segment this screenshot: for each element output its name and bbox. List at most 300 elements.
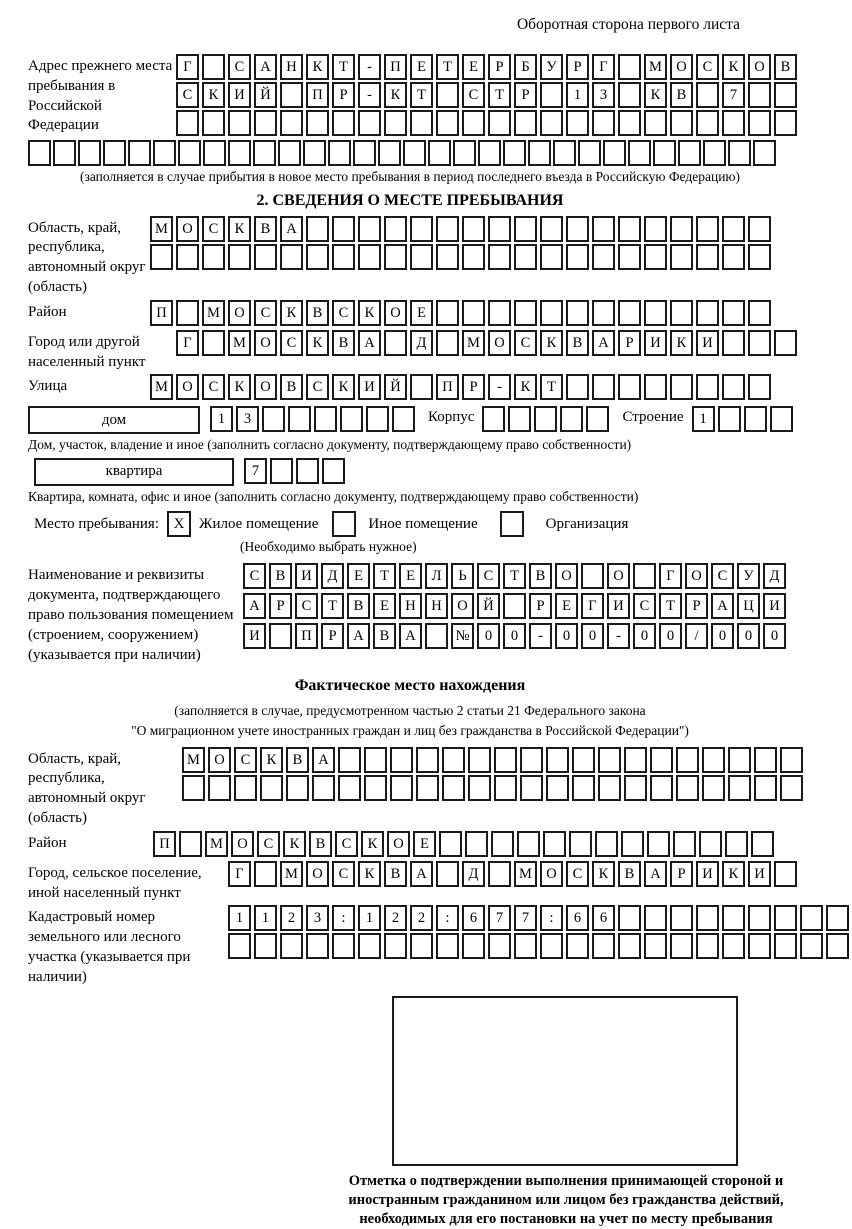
- char-box[interactable]: [296, 458, 319, 484]
- document-boxes-row-3[interactable]: [243, 623, 789, 649]
- char-box[interactable]: [228, 110, 251, 136]
- char-box[interactable]: П: [384, 54, 407, 80]
- char-box[interactable]: [150, 244, 173, 270]
- char-box[interactable]: [696, 905, 719, 931]
- char-box[interactable]: [384, 933, 407, 959]
- char-box[interactable]: [494, 747, 517, 773]
- char-box[interactable]: О: [306, 861, 329, 887]
- char-box[interactable]: М: [150, 374, 173, 400]
- char-box[interactable]: Р: [321, 623, 344, 649]
- char-box[interactable]: [202, 244, 225, 270]
- char-box[interactable]: Т: [373, 563, 396, 589]
- char-box[interactable]: Е: [462, 54, 485, 80]
- char-box[interactable]: [728, 140, 751, 166]
- char-box[interactable]: [644, 933, 667, 959]
- char-box[interactable]: [254, 244, 277, 270]
- char-box[interactable]: [540, 933, 563, 959]
- char-box[interactable]: [322, 458, 345, 484]
- char-box[interactable]: 6: [566, 905, 589, 931]
- char-box[interactable]: [306, 933, 329, 959]
- char-box[interactable]: [436, 330, 459, 356]
- char-box[interactable]: И: [696, 330, 719, 356]
- char-box[interactable]: [436, 300, 459, 326]
- char-box[interactable]: [595, 831, 618, 857]
- char-box[interactable]: [696, 374, 719, 400]
- char-box[interactable]: Д: [321, 563, 344, 589]
- char-box[interactable]: [618, 54, 641, 80]
- char-box[interactable]: Е: [373, 593, 396, 619]
- char-box[interactable]: С: [306, 374, 329, 400]
- char-box[interactable]: 0: [555, 623, 578, 649]
- char-box[interactable]: [488, 216, 511, 242]
- char-box[interactable]: С: [254, 300, 277, 326]
- char-box[interactable]: [703, 140, 726, 166]
- char-box[interactable]: А: [347, 623, 370, 649]
- char-box[interactable]: [748, 244, 771, 270]
- char-box[interactable]: [644, 244, 667, 270]
- char-box[interactable]: К: [228, 216, 251, 242]
- char-box[interactable]: [176, 300, 199, 326]
- char-box[interactable]: Р: [566, 54, 589, 80]
- other-premises-checkbox[interactable]: [332, 511, 356, 537]
- char-box[interactable]: [696, 82, 719, 108]
- char-box[interactable]: Й: [477, 593, 500, 619]
- char-box[interactable]: [488, 244, 511, 270]
- char-box[interactable]: 3: [236, 406, 259, 432]
- char-box[interactable]: В: [566, 330, 589, 356]
- char-box[interactable]: [592, 216, 615, 242]
- char-box[interactable]: [176, 110, 199, 136]
- stroenie-boxes[interactable]: [692, 406, 796, 432]
- char-box[interactable]: С: [295, 593, 318, 619]
- char-box[interactable]: Г: [581, 593, 604, 619]
- actual-district-boxes[interactable]: [153, 831, 777, 857]
- char-box[interactable]: [468, 747, 491, 773]
- char-box[interactable]: Р: [670, 861, 693, 887]
- char-box[interactable]: [128, 140, 151, 166]
- char-box[interactable]: [621, 831, 644, 857]
- char-box[interactable]: С: [202, 216, 225, 242]
- char-box[interactable]: [306, 244, 329, 270]
- char-box[interactable]: В: [347, 593, 370, 619]
- char-box[interactable]: [618, 110, 641, 136]
- char-box[interactable]: И: [358, 374, 381, 400]
- char-box[interactable]: [442, 775, 465, 801]
- char-box[interactable]: [328, 140, 351, 166]
- char-box[interactable]: О: [670, 54, 693, 80]
- char-box[interactable]: Р: [332, 82, 355, 108]
- char-box[interactable]: №: [451, 623, 474, 649]
- char-box[interactable]: [468, 775, 491, 801]
- char-box[interactable]: [543, 831, 566, 857]
- char-box[interactable]: [425, 623, 448, 649]
- char-box[interactable]: [436, 933, 459, 959]
- char-box[interactable]: Р: [269, 593, 292, 619]
- char-box[interactable]: [603, 140, 626, 166]
- char-box[interactable]: [528, 140, 551, 166]
- char-box[interactable]: А: [644, 861, 667, 887]
- char-box[interactable]: М: [150, 216, 173, 242]
- char-box[interactable]: Д: [410, 330, 433, 356]
- char-box[interactable]: [488, 300, 511, 326]
- char-box[interactable]: [253, 140, 276, 166]
- char-box[interactable]: [153, 140, 176, 166]
- char-box[interactable]: -: [607, 623, 630, 649]
- char-box[interactable]: [338, 747, 361, 773]
- char-box[interactable]: К: [384, 82, 407, 108]
- char-box[interactable]: С: [280, 330, 303, 356]
- char-box[interactable]: [303, 140, 326, 166]
- char-box[interactable]: [744, 406, 767, 432]
- char-box[interactable]: С: [335, 831, 358, 857]
- char-box[interactable]: [748, 216, 771, 242]
- char-box[interactable]: В: [373, 623, 396, 649]
- char-box[interactable]: С: [514, 330, 537, 356]
- house-number-boxes[interactable]: [210, 406, 418, 432]
- char-box[interactable]: Р: [514, 82, 537, 108]
- char-box[interactable]: [618, 82, 641, 108]
- char-box[interactable]: М: [644, 54, 667, 80]
- char-box[interactable]: [384, 216, 407, 242]
- char-box[interactable]: В: [332, 330, 355, 356]
- char-box[interactable]: 2: [280, 905, 303, 931]
- char-box[interactable]: /: [685, 623, 708, 649]
- char-box[interactable]: 1: [228, 905, 251, 931]
- char-box[interactable]: :: [332, 905, 355, 931]
- char-box[interactable]: А: [358, 330, 381, 356]
- char-box[interactable]: [696, 110, 719, 136]
- char-box[interactable]: [358, 110, 381, 136]
- char-box[interactable]: [280, 933, 303, 959]
- char-box[interactable]: [644, 110, 667, 136]
- char-box[interactable]: В: [306, 300, 329, 326]
- char-box[interactable]: -: [529, 623, 552, 649]
- char-box[interactable]: С: [228, 54, 251, 80]
- char-box[interactable]: К: [332, 374, 355, 400]
- char-box[interactable]: [178, 140, 201, 166]
- char-box[interactable]: С: [332, 861, 355, 887]
- char-box[interactable]: 7: [722, 82, 745, 108]
- char-box[interactable]: Г: [176, 54, 199, 80]
- char-box[interactable]: Е: [410, 300, 433, 326]
- char-box[interactable]: [436, 861, 459, 887]
- char-box[interactable]: [618, 933, 641, 959]
- document-boxes-row-1[interactable]: [243, 563, 789, 589]
- char-box[interactable]: О: [607, 563, 630, 589]
- char-box[interactable]: С: [332, 300, 355, 326]
- char-box[interactable]: [670, 216, 693, 242]
- char-box[interactable]: [586, 406, 609, 432]
- char-box[interactable]: О: [176, 374, 199, 400]
- char-box[interactable]: -: [358, 54, 381, 80]
- char-box[interactable]: [676, 775, 699, 801]
- prev-address-boxes-row-4[interactable]: [28, 140, 792, 166]
- char-box[interactable]: [780, 747, 803, 773]
- char-box[interactable]: [436, 82, 459, 108]
- cadastre-boxes-row-1[interactable]: [228, 905, 852, 931]
- street-boxes[interactable]: [150, 374, 774, 400]
- actual-region-boxes-row-1[interactable]: [182, 747, 806, 773]
- char-box[interactable]: К: [670, 330, 693, 356]
- char-box[interactable]: Т: [410, 82, 433, 108]
- char-box[interactable]: С: [202, 374, 225, 400]
- char-box[interactable]: [722, 933, 745, 959]
- char-box[interactable]: Е: [413, 831, 436, 857]
- city-boxes[interactable]: [176, 330, 800, 356]
- char-box[interactable]: П: [150, 300, 173, 326]
- char-box[interactable]: [581, 563, 604, 589]
- char-box[interactable]: [748, 110, 771, 136]
- char-box[interactable]: [618, 300, 641, 326]
- char-box[interactable]: В: [384, 861, 407, 887]
- char-box[interactable]: А: [243, 593, 266, 619]
- char-box[interactable]: [520, 775, 543, 801]
- char-box[interactable]: [332, 110, 355, 136]
- char-box[interactable]: 0: [503, 623, 526, 649]
- char-box[interactable]: [598, 775, 621, 801]
- char-box[interactable]: А: [399, 623, 422, 649]
- char-box[interactable]: [702, 747, 725, 773]
- char-box[interactable]: К: [202, 82, 225, 108]
- char-box[interactable]: [628, 140, 651, 166]
- char-box[interactable]: [410, 933, 433, 959]
- char-box[interactable]: [488, 110, 511, 136]
- char-box[interactable]: П: [153, 831, 176, 857]
- char-box[interactable]: [678, 140, 701, 166]
- char-box[interactable]: [566, 933, 589, 959]
- char-box[interactable]: 0: [763, 623, 786, 649]
- char-box[interactable]: [770, 406, 793, 432]
- char-box[interactable]: [644, 216, 667, 242]
- char-box[interactable]: [618, 216, 641, 242]
- char-box[interactable]: [728, 775, 751, 801]
- char-box[interactable]: [774, 330, 797, 356]
- char-box[interactable]: [644, 905, 667, 931]
- char-box[interactable]: [491, 831, 514, 857]
- char-box[interactable]: [514, 110, 537, 136]
- char-box[interactable]: [364, 747, 387, 773]
- char-box[interactable]: [228, 140, 251, 166]
- char-box[interactable]: [384, 110, 407, 136]
- char-box[interactable]: [442, 747, 465, 773]
- region-boxes-row-2[interactable]: [150, 244, 774, 270]
- char-box[interactable]: 6: [592, 905, 615, 931]
- char-box[interactable]: Н: [399, 593, 422, 619]
- char-box[interactable]: [774, 861, 797, 887]
- char-box[interactable]: [488, 861, 511, 887]
- char-box[interactable]: 1: [358, 905, 381, 931]
- char-box[interactable]: [358, 216, 381, 242]
- char-box[interactable]: [202, 54, 225, 80]
- char-box[interactable]: К: [361, 831, 384, 857]
- char-box[interactable]: [725, 831, 748, 857]
- char-box[interactable]: [751, 831, 774, 857]
- char-box[interactable]: Е: [555, 593, 578, 619]
- char-box[interactable]: [653, 140, 676, 166]
- char-box[interactable]: [592, 374, 615, 400]
- char-box[interactable]: [358, 933, 381, 959]
- char-box[interactable]: [592, 110, 615, 136]
- char-box[interactable]: Р: [462, 374, 485, 400]
- char-box[interactable]: [103, 140, 126, 166]
- char-box[interactable]: 3: [306, 905, 329, 931]
- char-box[interactable]: С: [176, 82, 199, 108]
- char-box[interactable]: [644, 300, 667, 326]
- char-box[interactable]: [753, 140, 776, 166]
- char-box[interactable]: [592, 244, 615, 270]
- char-box[interactable]: Г: [228, 861, 251, 887]
- char-box[interactable]: О: [488, 330, 511, 356]
- char-box[interactable]: [488, 933, 511, 959]
- char-box[interactable]: [618, 374, 641, 400]
- char-box[interactable]: О: [231, 831, 254, 857]
- char-box[interactable]: [436, 216, 459, 242]
- char-box[interactable]: Г: [592, 54, 615, 80]
- char-box[interactable]: [28, 140, 51, 166]
- char-box[interactable]: [540, 110, 563, 136]
- char-box[interactable]: [670, 905, 693, 931]
- char-box[interactable]: [540, 82, 563, 108]
- char-box[interactable]: Г: [659, 563, 682, 589]
- char-box[interactable]: А: [711, 593, 734, 619]
- char-box[interactable]: [546, 775, 569, 801]
- char-box[interactable]: [260, 775, 283, 801]
- char-box[interactable]: Л: [425, 563, 448, 589]
- char-box[interactable]: А: [592, 330, 615, 356]
- char-box[interactable]: И: [748, 861, 771, 887]
- char-box[interactable]: [722, 374, 745, 400]
- char-box[interactable]: [722, 244, 745, 270]
- char-box[interactable]: [696, 244, 719, 270]
- district-boxes[interactable]: [150, 300, 774, 326]
- char-box[interactable]: М: [280, 861, 303, 887]
- char-box[interactable]: [353, 140, 376, 166]
- char-box[interactable]: [182, 775, 205, 801]
- char-box[interactable]: [332, 933, 355, 959]
- char-box[interactable]: [754, 747, 777, 773]
- char-box[interactable]: К: [722, 54, 745, 80]
- char-box[interactable]: [572, 775, 595, 801]
- char-box[interactable]: Р: [529, 593, 552, 619]
- char-box[interactable]: А: [254, 54, 277, 80]
- char-box[interactable]: [696, 300, 719, 326]
- char-box[interactable]: [520, 747, 543, 773]
- char-box[interactable]: [566, 216, 589, 242]
- char-box[interactable]: [462, 300, 485, 326]
- char-box[interactable]: [262, 406, 285, 432]
- char-box[interactable]: [416, 775, 439, 801]
- char-box[interactable]: [676, 747, 699, 773]
- char-box[interactable]: :: [436, 905, 459, 931]
- char-box[interactable]: [748, 905, 771, 931]
- char-box[interactable]: В: [269, 563, 292, 589]
- char-box[interactable]: [503, 593, 526, 619]
- char-box[interactable]: К: [280, 300, 303, 326]
- char-box[interactable]: М: [462, 330, 485, 356]
- char-box[interactable]: [566, 300, 589, 326]
- char-box[interactable]: О: [254, 374, 277, 400]
- char-box[interactable]: [410, 374, 433, 400]
- char-box[interactable]: К: [306, 330, 329, 356]
- char-box[interactable]: К: [644, 82, 667, 108]
- char-box[interactable]: С: [462, 82, 485, 108]
- char-box[interactable]: К: [514, 374, 537, 400]
- char-box[interactable]: Т: [332, 54, 355, 80]
- char-box[interactable]: [650, 747, 673, 773]
- char-box[interactable]: [572, 747, 595, 773]
- char-box[interactable]: [670, 374, 693, 400]
- char-box[interactable]: -: [358, 82, 381, 108]
- organization-checkbox[interactable]: [500, 511, 524, 537]
- char-box[interactable]: [618, 244, 641, 270]
- char-box[interactable]: [439, 831, 462, 857]
- char-box[interactable]: К: [283, 831, 306, 857]
- char-box[interactable]: [592, 933, 615, 959]
- char-box[interactable]: [774, 905, 797, 931]
- char-box[interactable]: И: [243, 623, 266, 649]
- char-box[interactable]: [722, 216, 745, 242]
- char-box[interactable]: [390, 747, 413, 773]
- char-box[interactable]: Р: [488, 54, 511, 80]
- char-box[interactable]: [234, 775, 257, 801]
- char-box[interactable]: 0: [477, 623, 500, 649]
- char-box[interactable]: К: [228, 374, 251, 400]
- char-box[interactable]: А: [410, 861, 433, 887]
- char-box[interactable]: О: [748, 54, 771, 80]
- char-box[interactable]: О: [254, 330, 277, 356]
- char-box[interactable]: С: [696, 54, 719, 80]
- char-box[interactable]: Т: [659, 593, 682, 619]
- char-box[interactable]: [269, 623, 292, 649]
- char-box[interactable]: [540, 244, 563, 270]
- char-box[interactable]: [644, 374, 667, 400]
- char-box[interactable]: [826, 905, 849, 931]
- char-box[interactable]: О: [176, 216, 199, 242]
- char-box[interactable]: [280, 244, 303, 270]
- char-box[interactable]: [566, 374, 589, 400]
- char-box[interactable]: [254, 933, 277, 959]
- char-box[interactable]: [702, 775, 725, 801]
- char-box[interactable]: К: [722, 861, 745, 887]
- char-box[interactable]: 7: [488, 905, 511, 931]
- char-box[interactable]: С: [477, 563, 500, 589]
- char-box[interactable]: [403, 140, 426, 166]
- char-box[interactable]: [748, 933, 771, 959]
- char-box[interactable]: В: [670, 82, 693, 108]
- char-box[interactable]: [546, 747, 569, 773]
- char-box[interactable]: [598, 747, 621, 773]
- char-box[interactable]: К: [592, 861, 615, 887]
- char-box[interactable]: [436, 244, 459, 270]
- char-box[interactable]: Т: [321, 593, 344, 619]
- char-box[interactable]: [332, 244, 355, 270]
- char-box[interactable]: 6: [462, 905, 485, 931]
- char-box[interactable]: [748, 330, 771, 356]
- char-box[interactable]: [566, 244, 589, 270]
- char-box[interactable]: [670, 110, 693, 136]
- char-box[interactable]: [332, 216, 355, 242]
- char-box[interactable]: [340, 406, 363, 432]
- cadastre-boxes-row-2[interactable]: [228, 933, 852, 959]
- char-box[interactable]: [462, 244, 485, 270]
- char-box[interactable]: [428, 140, 451, 166]
- char-box[interactable]: О: [555, 563, 578, 589]
- char-box[interactable]: [78, 140, 101, 166]
- char-box[interactable]: Т: [436, 54, 459, 80]
- char-box[interactable]: Р: [618, 330, 641, 356]
- char-box[interactable]: [338, 775, 361, 801]
- char-box[interactable]: П: [436, 374, 459, 400]
